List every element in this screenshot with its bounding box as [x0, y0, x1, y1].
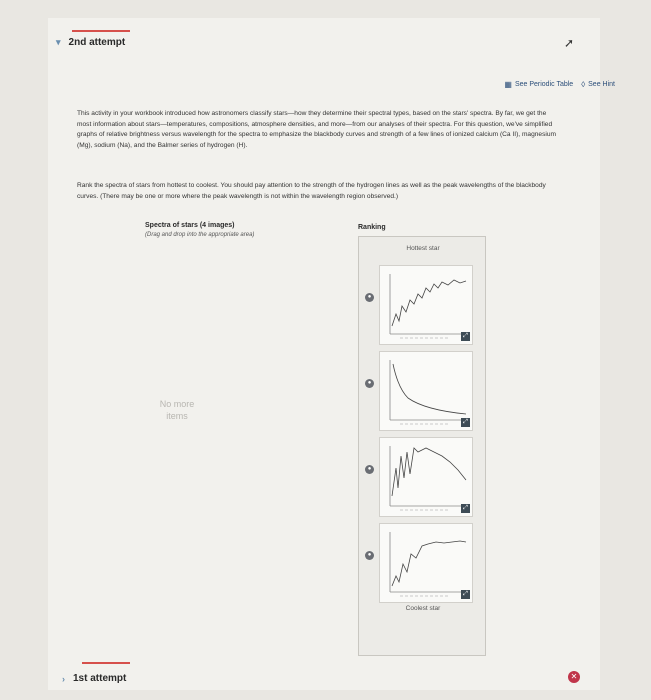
table-icon: ▦ [504, 80, 512, 89]
current-attempt-header[interactable] [56, 37, 125, 48]
source-drop-area[interactable] [140, 240, 350, 650]
ranking-drop-area[interactable] [358, 236, 486, 656]
incorrect-icon: ✕ [568, 671, 580, 683]
previous-attempt-header[interactable] [62, 673, 126, 684]
spectrum-graph-icon [380, 524, 474, 604]
collapse-arrow-icon[interactable]: ➚ [564, 36, 575, 50]
empty-items-text: No more items [159, 399, 195, 421]
instruction-paragraph: Rank the spectra of stars from hottest to coolest. You should pay attention to the strength of the hydrogen lines as well as the peak wavelengths of the blackbody curves. (There may be one or more where the peak wavelength is not within the wavelength region observed.) [77, 182, 546, 200]
periodic-table-link[interactable]: ▦ See Periodic Table [504, 80, 574, 89]
zoom-icon[interactable]: ⤢ [461, 504, 470, 513]
ranking-slot-2[interactable] [363, 351, 481, 433]
lightbulb-icon: ◊ [581, 80, 586, 89]
zoom-icon[interactable]: ⤢ [461, 332, 470, 341]
ranking-column-title: Ranking [358, 224, 386, 231]
zoom-icon[interactable]: ⤢ [461, 418, 470, 427]
previous-attempt-label: 1st attempt [73, 673, 127, 684]
spectrum-card[interactable] [379, 265, 473, 345]
chevron-down-icon[interactable]: ▾ [56, 37, 61, 47]
drag-handle-icon[interactable]: ● [365, 379, 374, 388]
current-attempt-label: 2nd attempt [68, 37, 126, 48]
spectrum-graph-icon [380, 352, 474, 432]
spectrum-card[interactable] [379, 437, 473, 517]
spectrum-graph-icon [380, 438, 474, 518]
ranking-slot-3[interactable] [363, 437, 481, 519]
attempt-accent-line [82, 662, 130, 664]
chevron-right-icon[interactable]: › [62, 673, 65, 684]
ranking-slot-4[interactable] [363, 523, 481, 605]
hint-link[interactable]: ◊ See Hint [581, 80, 615, 89]
source-column-title: Spectra of stars (4 images) [145, 222, 235, 229]
hottest-star-label: Hottest star [406, 245, 440, 252]
resource-links [504, 80, 615, 89]
drag-handle-icon[interactable]: ● [365, 551, 374, 560]
zoom-icon[interactable]: ⤢ [461, 590, 470, 599]
source-column-subtitle: (Drag and drop into the appropriate area) [145, 232, 255, 238]
coolest-star-label: Coolest star [405, 605, 441, 612]
attempt-accent-line [72, 30, 130, 32]
spectrum-graph-icon [380, 266, 474, 346]
intro-paragraph: This activity in your workbook introduced how astronomers classify stars—how they determine their spectral types, based on the stars' spectra. By far, we get the most information about stars—temperatures, compositions, atmosphere densities, and more—from our analyses of their spectra. For this question, we've simplified graphs of relative brightness versus wavelength for the spectra to emphasize the blackbody curves and strength of a few lines of ionized calcium (Ca II), magnesium (Mg), sodium (Na), and the Balmer series of hydrogen (H). [77, 110, 557, 149]
ranking-slot-1[interactable] [363, 265, 481, 347]
drag-handle-icon[interactable]: ● [365, 465, 374, 474]
drag-handle-icon[interactable]: ● [365, 293, 374, 302]
spectrum-card[interactable] [379, 351, 473, 431]
spectrum-card[interactable] [379, 523, 473, 603]
